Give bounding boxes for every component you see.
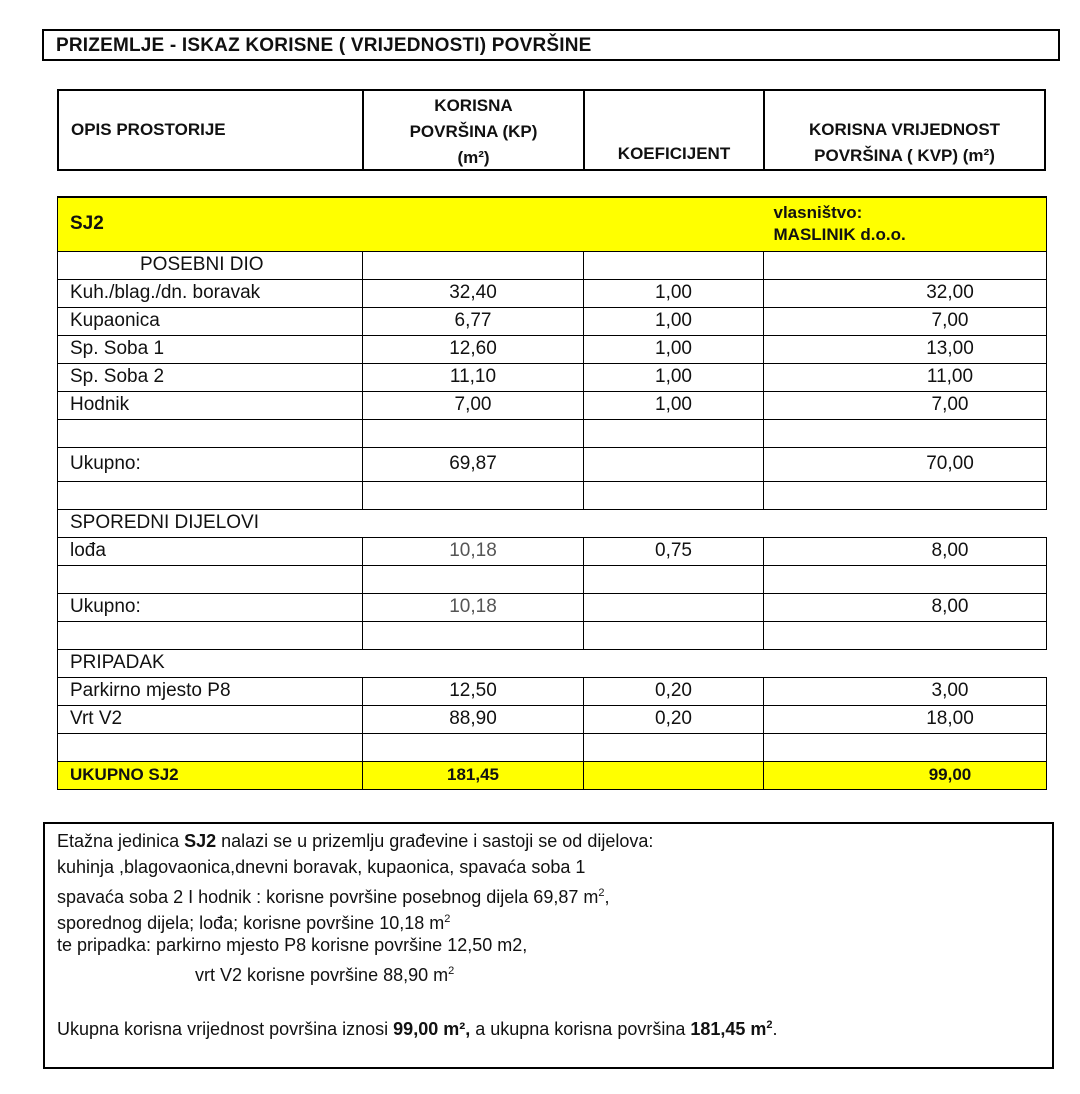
desc-line-2: kuhinja ,blagovaonica,dnevni boravak, kupaonica, spavaća soba 1 xyxy=(57,857,586,877)
section-row xyxy=(58,649,1047,677)
owner-label: vlasništvo: xyxy=(773,203,863,223)
row-kvp: 3,00 xyxy=(764,677,1047,705)
header-koeficijent xyxy=(585,91,765,169)
row-koef: 0,75 xyxy=(584,537,764,565)
row-opis: Kupaonica xyxy=(58,307,363,335)
row-kvp: 13,00 xyxy=(764,335,1047,363)
grand-total-label: UKUPNO SJ2 xyxy=(58,761,363,789)
row-kp: 12,60 xyxy=(363,335,584,363)
subtotal-label: Ukupno: xyxy=(58,593,363,621)
row-kvp: 7,00 xyxy=(764,307,1047,335)
header-kvp xyxy=(765,91,1044,169)
header-koef-label: KOEFICIJENT xyxy=(617,144,731,163)
table-row xyxy=(58,677,1047,705)
header-opis xyxy=(59,91,364,169)
desc-line-1: Etažna jedinica SJ2 nalazi se u prizemlju građevine i sastoji se od dijelova: xyxy=(57,831,654,851)
unit-header-row xyxy=(58,197,1047,251)
row-kvp: 7,00 xyxy=(764,391,1047,419)
row-opis: Parkirno mjesto P8 xyxy=(58,677,363,705)
row-kvp: 11,00 xyxy=(764,363,1047,391)
subtotal-row-posebni xyxy=(58,447,1047,481)
description-box xyxy=(43,822,1054,1069)
row-opis: Hodnik xyxy=(58,391,363,419)
row-kp: 7,00 xyxy=(363,391,584,419)
table-row xyxy=(58,537,1047,565)
unit-name: SJ2 xyxy=(58,197,363,251)
section-row xyxy=(58,251,1047,279)
table-row xyxy=(58,363,1047,391)
section-posebni: POSEBNI DIO xyxy=(58,251,363,279)
header-kvp-label: KORISNA VRIJEDNOST POVRŠINA ( KVP) (m²) xyxy=(808,120,1001,165)
row-opis: lođa xyxy=(58,537,363,565)
row-opis: Sp. Soba 1 xyxy=(58,335,363,363)
section-pripadak: PRIPADAK xyxy=(58,649,1047,677)
row-kp: 6,77 xyxy=(363,307,584,335)
empty-row xyxy=(58,621,1047,649)
empty-row xyxy=(58,565,1047,593)
empty-row xyxy=(58,481,1047,509)
empty-row xyxy=(58,733,1047,761)
document-title: PRIZEMLJE - ISKAZ KORISNE ( VRIJEDNOSTI) POVRŠINE xyxy=(56,35,592,56)
document-title-box xyxy=(42,29,1060,61)
desc-line-6: vrt V2 korisne površine 88,90 $m^2$ xyxy=(195,965,455,985)
empty-row xyxy=(58,419,1047,447)
row-kvp: 8,00 xyxy=(764,537,1047,565)
row-koef: 0,20 xyxy=(584,677,764,705)
row-koef: 1,00 xyxy=(584,335,764,363)
table-row xyxy=(58,307,1047,335)
row-kp: 11,10 xyxy=(363,363,584,391)
subtotal-row-sporedni xyxy=(58,593,1047,621)
row-kvp: 18,00 xyxy=(764,705,1047,733)
row-koef: 0,20 xyxy=(584,705,764,733)
unit-spacer xyxy=(363,197,584,251)
grand-total-row xyxy=(58,761,1047,789)
owner-name: MASLINIK d.o.o. xyxy=(773,225,906,245)
row-kp: 10,18 xyxy=(363,537,584,565)
grand-total-kvp: 99,00 xyxy=(764,761,1047,789)
desc-line-4: sporednog dijela; lođa; korisne površine 10,18 $m^2$ xyxy=(57,913,451,933)
desc-summary: Ukupna korisna vrijednost površina iznosi 99,00 m², a ukupna korisna površina 181,45 $m^2$. xyxy=(57,1019,778,1039)
row-kp: 12,50 xyxy=(363,677,584,705)
row-koef: 1,00 xyxy=(584,363,764,391)
subtotal-label: Ukupno: xyxy=(58,447,363,481)
row-kp: 88,90 xyxy=(363,705,584,733)
row-opis: Sp. Soba 2 xyxy=(58,363,363,391)
desc-line-5: te pripadka: parkirno mjesto P8 korisne površine 12,50 m2, xyxy=(57,935,528,955)
unit-spacer xyxy=(584,197,764,251)
desc-line-3: spavaća soba 2 I hodnik : korisne površine posebnog dijela 69,87 $m^2$, xyxy=(57,887,610,907)
unit-owner xyxy=(764,197,1047,251)
table-header xyxy=(57,89,1046,171)
row-kvp: 32,00 xyxy=(764,279,1047,307)
header-kp-label: KORISNA POVRŠINA (KP) (m²) xyxy=(409,96,538,167)
row-koef: 1,00 xyxy=(584,279,764,307)
row-kp: 32,40 xyxy=(363,279,584,307)
subtotal-kvp: 70,00 xyxy=(764,447,1047,481)
header-kp xyxy=(364,91,585,169)
row-opis: Kuh./blag./dn. boravak xyxy=(58,279,363,307)
row-koef: 1,00 xyxy=(584,391,764,419)
subtotal-kvp: 8,00 xyxy=(764,593,1047,621)
header-opis-label: OPIS PROSTORIJE xyxy=(71,120,226,139)
row-opis: Vrt V2 xyxy=(58,705,363,733)
subtotal-kp: 10,18 xyxy=(363,593,584,621)
section-row xyxy=(58,509,1047,537)
grand-total-kp: 181,45 xyxy=(363,761,584,789)
area-table xyxy=(57,196,1047,790)
table-row xyxy=(58,279,1047,307)
table-row xyxy=(58,335,1047,363)
table-row xyxy=(58,391,1047,419)
section-sporedni: SPOREDNI DIJELOVI xyxy=(58,509,1047,537)
table-row xyxy=(58,705,1047,733)
row-koef: 1,00 xyxy=(584,307,764,335)
subtotal-kp: 69,87 xyxy=(363,447,584,481)
